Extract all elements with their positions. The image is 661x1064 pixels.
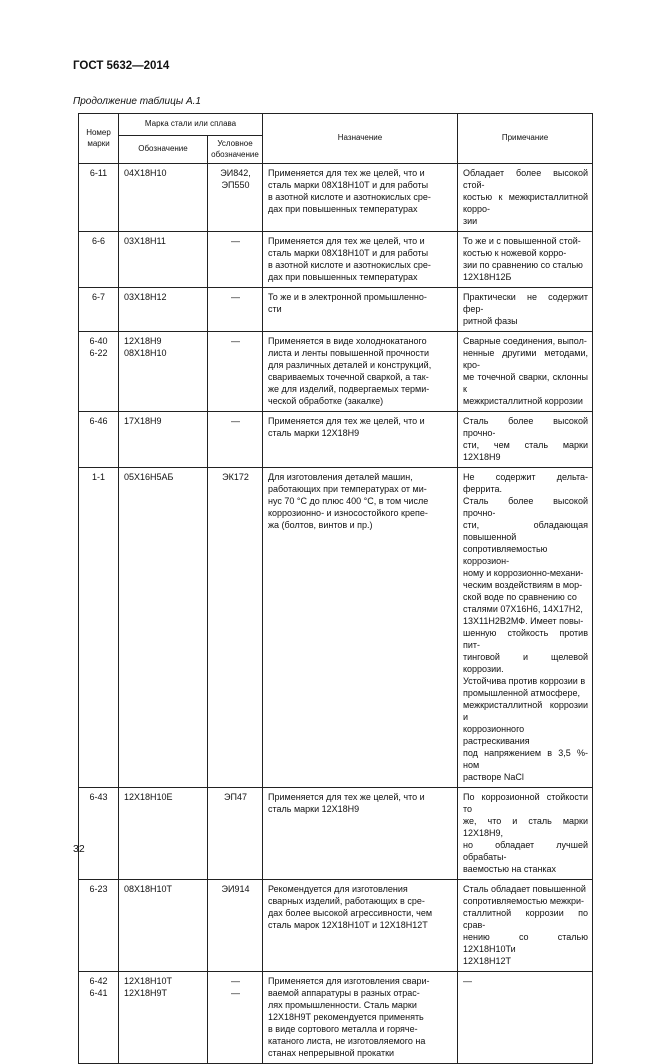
row-note: [458, 412, 593, 468]
page-number: 32: [73, 843, 85, 855]
cell-line: катаного листа, не изготовляемого на: [268, 1036, 426, 1046]
row-conventional: [208, 880, 263, 972]
row-conventional: [208, 164, 263, 232]
row-purpose: [263, 288, 458, 332]
cell-line: Не содержит дельта-феррита.: [463, 472, 588, 494]
cell-line: 6-41: [89, 988, 108, 998]
cell-line: промышленной атмосфере,: [463, 688, 581, 698]
row-number: [79, 332, 119, 412]
cell-line: 6-23: [89, 884, 108, 894]
cell-line: свариваемых точечной сваркой, а так-: [268, 372, 429, 382]
cell-line: Устойчива против коррозии в: [463, 676, 586, 686]
row-designation: [119, 880, 208, 972]
cell-line: 13Х11Н2В2МФ. Имеет повы-: [463, 616, 584, 626]
cell-line: дах при повышенных температурах: [268, 204, 418, 214]
row-designation: [119, 788, 208, 880]
table-row: [79, 288, 593, 332]
row-note: [458, 972, 593, 1064]
cell-line: ме точечной сварки, склонны к: [463, 372, 588, 394]
row-note: [458, 232, 593, 288]
row-note: [458, 468, 593, 788]
cell-line: 6-11: [89, 168, 108, 178]
header-number: Номер марки: [79, 114, 119, 164]
cell-line: сопротивляемостью коррозион-: [463, 544, 548, 566]
cell-line: дах при повышенных температурах: [268, 272, 418, 282]
row-conventional: [208, 288, 263, 332]
row-purpose: [263, 412, 458, 468]
cell-line: межкристаллитной коррозии и: [463, 700, 588, 722]
cell-line: —: [231, 988, 240, 998]
cell-line: —: [231, 236, 240, 246]
cell-line: То же и с повышенной стой-: [463, 236, 581, 246]
table-row: [79, 232, 593, 288]
row-note: [458, 788, 593, 880]
cell-line: сталями 07Х16Н6, 14Х17Н2,: [463, 604, 583, 614]
cell-line: Сталь более высокой прочно-: [463, 496, 588, 518]
row-number: [79, 412, 119, 468]
cell-line: ному и коррозионно-механи-: [463, 568, 584, 578]
cell-line: зии по сравнению со сталью: [463, 260, 583, 270]
cell-line: нению со сталью 12Х18Н10Ти: [463, 932, 588, 954]
cell-line: Обладает более высокой стой-: [463, 168, 588, 190]
cell-line: 12Х18Н12Т: [463, 956, 512, 966]
cell-line: Применяется для изготовления свари-: [268, 976, 430, 986]
row-designation: [119, 232, 208, 288]
cell-line: ской воде по сравнению со: [463, 592, 577, 602]
cell-line: сопротивляемостью межкри-: [463, 896, 584, 906]
cell-line: —: [231, 416, 240, 426]
row-note: [458, 332, 593, 412]
cell-line: сти: [268, 304, 282, 314]
cell-line: жа (болтов, винтов и пр.): [268, 520, 373, 530]
cell-line: 05Х16Н5АБ: [124, 472, 174, 482]
cell-line: Сварные соединения, выпол-: [463, 336, 587, 346]
cell-line: 08Х18Н10Т: [124, 884, 173, 894]
cell-line: ЭП47: [224, 792, 247, 802]
cell-line: сталь марок 12Х18Н10Т и 12Х18Н12Т: [268, 920, 428, 930]
row-number: [79, 972, 119, 1064]
cell-line: нус 70 °С до плюс 400 °С, в том числе: [268, 496, 429, 506]
cell-line: в виде сортового металла и горяче-: [268, 1024, 418, 1034]
cell-line: ческим воздействиям в мор-: [463, 580, 583, 590]
cell-line: дах более высокой агрессивности, чем: [268, 908, 433, 918]
row-conventional: [208, 972, 263, 1064]
table-row: [79, 880, 593, 972]
cell-line: ритной фазы: [463, 316, 518, 326]
row-number: [79, 468, 119, 788]
row-purpose: [263, 468, 458, 788]
cell-line: сталь марки 12Х18Н9: [268, 428, 360, 438]
cell-line: 6-22: [89, 348, 108, 358]
row-purpose: [263, 972, 458, 1064]
steel-grades-table: [78, 113, 593, 1064]
cell-line: же для изделий, подвергаемых терми-: [268, 384, 430, 394]
cell-line: 6-6: [91, 236, 105, 246]
cell-line: 12Х18Н9: [124, 336, 162, 346]
cell-line: работающих при температурах от ми-: [268, 484, 427, 494]
row-number: [79, 232, 119, 288]
cell-line: же, что и сталь марки 12Х18Н9,: [463, 816, 588, 838]
cell-line: —: [463, 976, 472, 986]
cell-line: сварных изделий, работающих в сре-: [268, 896, 425, 906]
row-conventional: [208, 788, 263, 880]
cell-line: Сталь обладает повышенной: [463, 884, 586, 894]
row-designation: [119, 468, 208, 788]
cell-line: 6-43: [89, 792, 108, 802]
row-number: [79, 164, 119, 232]
header-grade-group: Марка стали или сплава: [119, 114, 263, 136]
cell-line: сталь марки 08Х18Н10Т и для работы: [268, 180, 429, 190]
cell-line: Применяется для тех же целей, что и: [268, 168, 425, 178]
table-row: [79, 412, 593, 468]
cell-line: сталь марки 12Х18Н9: [268, 804, 360, 814]
cell-line: —: [231, 976, 240, 986]
row-purpose: [263, 232, 458, 288]
cell-line: Сталь более высокой прочно-: [463, 416, 588, 438]
row-designation: [119, 288, 208, 332]
cell-line: Практически не содержит фер-: [463, 292, 588, 314]
cell-line: То же и в электронной промышленно-: [268, 292, 427, 302]
table-row: [79, 164, 593, 232]
cell-line: 12Х18Н10Т: [124, 976, 173, 986]
cell-line: станах непрерывной прокатки: [268, 1048, 395, 1058]
row-conventional: [208, 232, 263, 288]
cell-line: По коррозионной стойкости то: [463, 792, 588, 814]
header-conventional: Условное обозначение: [208, 136, 263, 164]
cell-line: сти, чем сталь марки 12Х18Н9: [463, 440, 588, 462]
row-number: [79, 880, 119, 972]
cell-line: коррозионного растрескивания: [463, 724, 530, 746]
cell-line: сти, обладающая повышенной: [463, 520, 588, 542]
cell-line: сталлитной коррозии по срав-: [463, 908, 588, 930]
cell-line: Применяется для тех же целей, что и: [268, 792, 425, 802]
cell-line: ваемостью на станках: [463, 864, 557, 874]
table-row: [79, 332, 593, 412]
row-note: [458, 288, 593, 332]
cell-line: лях промышленности. Сталь марки: [268, 1000, 417, 1010]
row-conventional: [208, 468, 263, 788]
cell-line: 6-42: [89, 976, 108, 986]
cell-line: —: [231, 292, 240, 302]
header-purpose: Назначение: [263, 114, 458, 164]
row-conventional: [208, 412, 263, 468]
cell-line: ЭИ914: [221, 884, 250, 894]
cell-line: 12Х18Н10Е: [124, 792, 173, 802]
table-row: [79, 468, 593, 788]
cell-line: но обладает лучшей обрабаты-: [463, 840, 588, 862]
cell-line: 6-40: [89, 336, 108, 346]
table-row: [79, 972, 593, 1064]
cell-line: ЭИ842,: [220, 168, 251, 178]
row-purpose: [263, 880, 458, 972]
cell-line: ненные другими методами, кро-: [463, 348, 588, 370]
cell-line: межкристаллитной коррозии: [463, 396, 583, 406]
row-purpose: [263, 332, 458, 412]
row-conventional: [208, 332, 263, 412]
cell-line: ваемой аппаратуры в разных отрас-: [268, 988, 420, 998]
cell-line: —: [231, 336, 240, 346]
cell-line: ЭК172: [222, 472, 249, 482]
cell-line: сталь марки 08Х18Н10Т и для работы: [268, 248, 429, 258]
document-title: ГОСТ 5632—2014: [73, 60, 170, 72]
row-note: [458, 164, 593, 232]
header-designation: Обозначение: [119, 136, 208, 164]
cell-line: в азотной кислоте и азотнокислых сре-: [268, 260, 431, 270]
cell-line: 03Х18Н11: [124, 236, 166, 246]
table-caption: Продолжение таблицы А.1: [73, 96, 201, 107]
row-designation: [119, 412, 208, 468]
cell-line: 08Х18Н10: [124, 348, 167, 358]
cell-line: Применяется для тех же целей, что и: [268, 236, 425, 246]
cell-line: зии: [463, 216, 478, 226]
cell-line: Рекомендуется для изготовления: [268, 884, 408, 894]
row-note: [458, 880, 593, 972]
cell-line: Применяется в виде холоднокатаного: [268, 336, 427, 346]
cell-line: 04Х18Н10: [124, 168, 167, 178]
cell-line: 03Х18Н12: [124, 292, 167, 302]
row-designation: [119, 164, 208, 232]
cell-line: костью к ножевой корро-: [463, 248, 567, 258]
cell-line: 1-1: [91, 472, 105, 482]
cell-line: шенную стойкость против пит-: [463, 628, 588, 650]
cell-line: 12Х18Н9Т рекомендуется применять: [268, 1012, 424, 1022]
cell-line: 12Х18Н12Б: [463, 272, 512, 282]
cell-line: 6-7: [91, 292, 105, 302]
cell-line: листа и ленты повышенной прочности: [268, 348, 429, 358]
cell-line: под напряжением в 3,5 %-ном: [463, 748, 588, 770]
table-body: [79, 164, 593, 1064]
table-row: [79, 788, 593, 880]
cell-line: Применяется для тех же целей, что и: [268, 416, 425, 426]
cell-line: коррозионно- и износостойкого крепе-: [268, 508, 428, 518]
header-note: Примечание: [458, 114, 593, 164]
row-number: [79, 288, 119, 332]
row-purpose: [263, 164, 458, 232]
row-designation: [119, 332, 208, 412]
row-number: [79, 788, 119, 880]
cell-line: тинговой и щелевой коррозии.: [463, 652, 588, 674]
cell-line: для различных деталей и конструкций,: [268, 360, 432, 370]
cell-line: ЭП550: [221, 180, 250, 190]
cell-line: костью к межкристаллитной корро-: [463, 192, 588, 214]
cell-line: Для изготовления деталей машин,: [268, 472, 413, 482]
cell-line: 17Х18Н9: [124, 416, 162, 426]
cell-line: 6-46: [89, 416, 108, 426]
row-purpose: [263, 788, 458, 880]
row-designation: [119, 972, 208, 1064]
cell-line: 12Х18Н9Т: [124, 988, 168, 998]
cell-line: растворе NaCl: [463, 772, 524, 782]
cell-line: в азотной кислоте и азотнокислых сре-: [268, 192, 431, 202]
cell-line: ческой обработке (закалке): [268, 396, 384, 406]
